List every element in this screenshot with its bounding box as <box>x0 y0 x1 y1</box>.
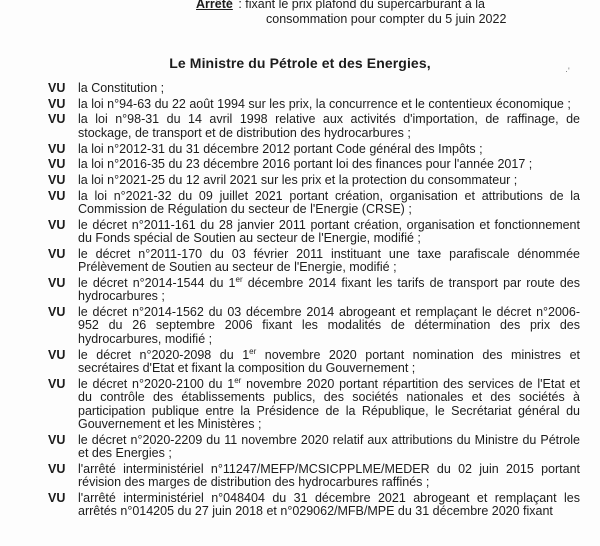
vu-item-text: la loi n°2012-31 du 31 décembre 2012 portant Code général des Impôts ; <box>78 141 483 156</box>
vu-label: VU <box>48 347 66 362</box>
vu-label: VU <box>48 157 66 172</box>
vu-item <box>48 174 580 187</box>
vu-item-text-end: novembre 2020 portant répartition des services de l'Etat et du contrôle des établissements publics, des sociétés nationales et des sociétés à participation publique entre la Présidence de la République, le Secrétariat général du Gouvernement et les Ministères ; <box>78 376 581 431</box>
vu-label: VU <box>48 246 66 261</box>
ordinal-superscript: er <box>235 274 243 284</box>
ordinal-superscript: er <box>234 375 242 385</box>
vu-item <box>48 143 580 156</box>
vu-item <box>48 82 580 95</box>
vu-item <box>48 492 580 519</box>
vu-item-text-start: le décret n°2020-2098 du 1 <box>78 347 250 362</box>
vu-label: VU <box>48 172 66 187</box>
stray-mark: ·' <box>565 66 570 76</box>
vu-label: VU <box>48 96 66 111</box>
vu-item <box>48 274 580 304</box>
vu-item <box>48 463 580 490</box>
header-line-2: consommation pour compter du 5 juin 2022 <box>266 12 507 26</box>
vu-item-text <box>78 348 580 375</box>
vu-label: VU <box>48 461 66 476</box>
header-line-1 <box>196 0 485 12</box>
vu-item-text-start: le décret n°2020-2100 du 1 <box>78 376 235 391</box>
vu-item-text: le décret n°2020-2209 du 11 novembre 2020 relatif aux attributions du Ministre du Pétrole et des Energies ; <box>78 432 580 461</box>
vu-item-text <box>78 377 580 431</box>
vu-item-text-end: décembre 2014 fixant les tarifs de transport par route des hydrocarbures ; <box>78 275 580 304</box>
vu-item <box>48 346 580 376</box>
considerations-list <box>48 82 580 521</box>
document-title: Le Ministre du Pétrole et des Energies, <box>169 55 431 71</box>
vu-item <box>48 434 580 461</box>
vu-item-text <box>78 276 580 303</box>
vu-item-text: l'arrêté interministériel n°048404 du 31 décembre 2021 abrogeant et remplaçant les arrêtés n°014205 du 27 juin 2018 et n°029062/MFB/MPE du 31 décembre 2020 fixant <box>78 490 580 519</box>
vu-item <box>48 190 580 217</box>
vu-label: VU <box>48 432 66 447</box>
vu-item <box>48 98 580 111</box>
vu-item-text-end: novembre 2020 portant nomination des ministres et secrétaires d'Etat et fixant la composition du Gouvernement ; <box>78 347 580 375</box>
vu-item <box>48 375 581 432</box>
vu-item <box>48 306 580 346</box>
vu-item <box>48 248 580 275</box>
vu-item-text: la loi n°2016-35 du 23 décembre 2016 portant loi des finances pour l'année 2017 ; <box>78 157 533 172</box>
vu-label: VU <box>48 112 66 127</box>
vu-item-text: la loi n°2021-32 du 09 juillet 2021 portant création, organisation et attributions de la Commission de Régulation du secteur de l'Energie (CRSE) ; <box>78 188 580 217</box>
vu-label: VU <box>48 490 66 505</box>
vu-label: VU <box>48 217 66 232</box>
arrete-label: Arrêté <box>196 0 233 11</box>
vu-item-text-start: le décret n°2014-1544 du 1 <box>78 275 236 290</box>
vu-label: VU <box>48 305 66 320</box>
vu-label: VU <box>48 188 66 203</box>
vu-item-text: l'arrêté interministériel n°11247/MEFP/MCSICPPLME/MEDER du 02 juin 2015 portant révision des marges de distribution des hydrocarbures raffinés ; <box>78 461 580 490</box>
vu-item <box>48 158 580 171</box>
vu-label: VU <box>48 275 66 290</box>
vu-item-text: le décret n°2014-1562 du 03 décembre 2014 abrogeant et remplaçant le décret n°2006-952 du 26 septembre 2006 fixant les modalités de détermination des prix des hydrocarbures, modifié ; <box>78 305 580 346</box>
vu-item <box>48 113 580 140</box>
vu-label: VU <box>48 81 66 95</box>
vu-item-text: la loi n°2021-25 du 12 avril 2021 sur les prix et la protection du consommateur ; <box>78 172 518 187</box>
vu-item-text: la loi n°94-63 du 22 août 1994 sur les prix, la concurrence et le contentieux économique ; <box>78 96 571 111</box>
vu-item-text: le décret n°2011-170 du 03 février 2011 instituant une taxe parafiscale dénommée Prélèvement de Soutien au secteur de l'Energie, modifié ; <box>78 246 580 275</box>
header-line-1-text: : fixant le prix plafond du supercarburant à la <box>238 0 485 11</box>
vu-item-text: la loi n°98-31 du 14 avril 1998 relative aux activités d'importation, de raffinage, de stockage, de transport et de distribution des hydrocarbures ; <box>78 112 580 140</box>
vu-item-text: la Constitution ; <box>78 81 165 95</box>
vu-item-text: le décret n°2011-161 du 28 janvier 2011 portant création, organisation et fonctionnement du Fonds spécial de Soutien au secteur de l'Energie, modifié ; <box>78 217 580 246</box>
ordinal-superscript: er <box>249 346 257 356</box>
vu-item <box>48 219 580 246</box>
vu-label: VU <box>48 376 66 391</box>
vu-label: VU <box>48 141 66 156</box>
